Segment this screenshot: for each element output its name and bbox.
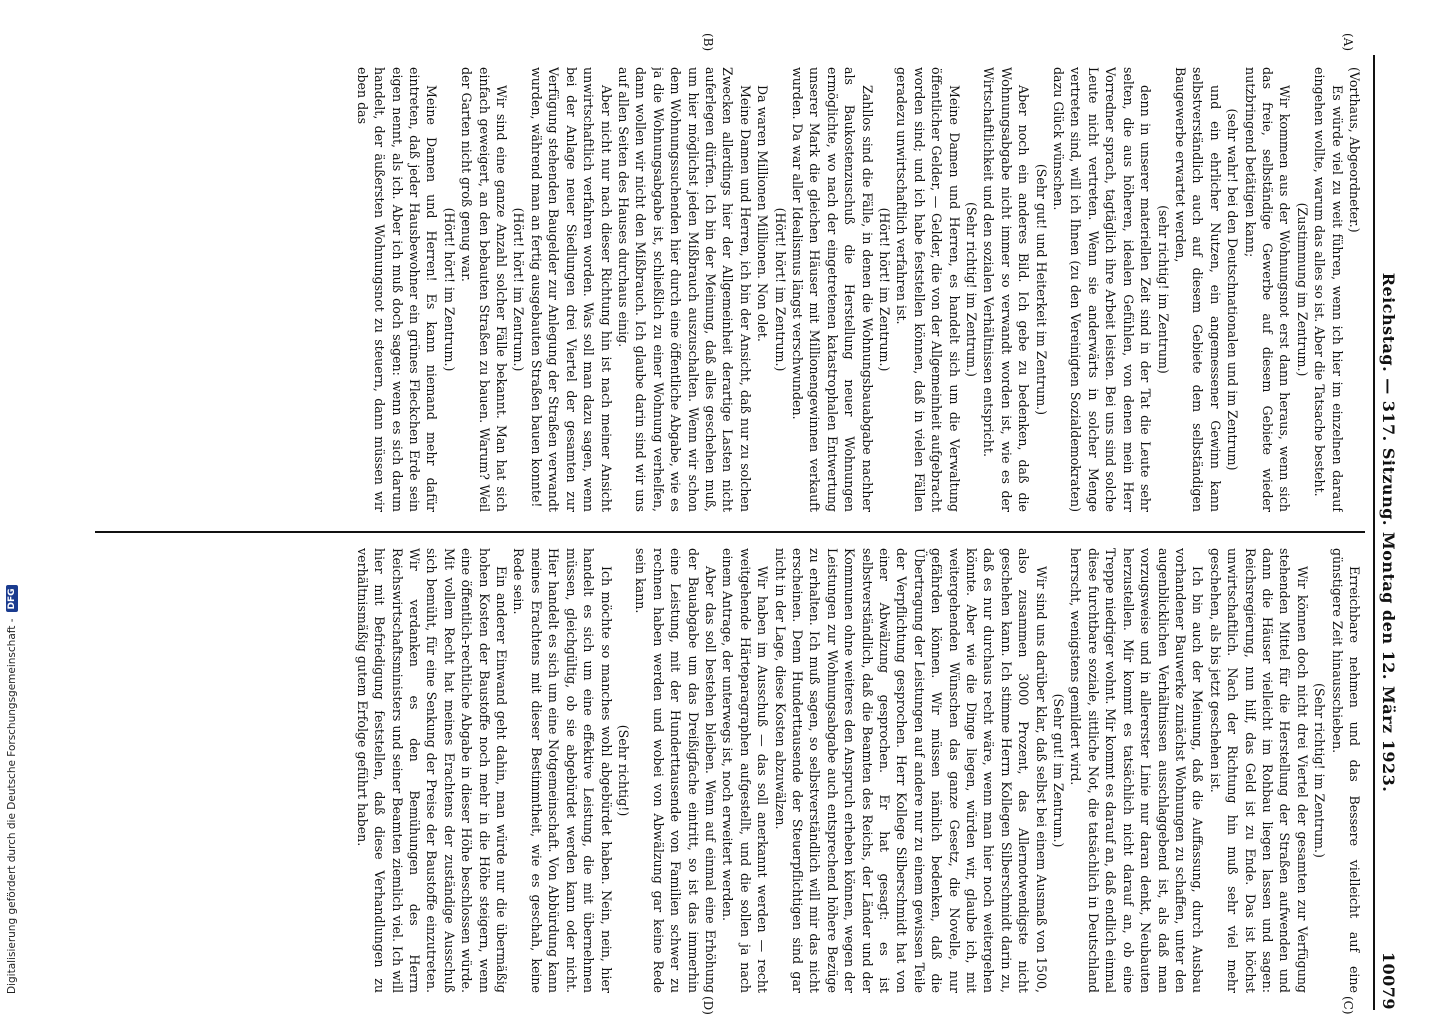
paragraph: Da waren Millionen Millionen. Non olet. xyxy=(755,85,771,342)
paragraph: denn in unserer materiellen Zeit sind in der Tat die Leute sehr selten, die aus höheren, idealen Gefühlen, von denen mein Herr Vorredner sprach, tagtäglich ihre Arbeit leisten. Bei uns sind solche Leute nicht vertreten. Wenn sie anderwärts in solcher Menge vertreten sind, will ich Ihnen (zu den Vereinigten Sozialdemokraten) dazu Glück wünschen. xyxy=(1051,67,1154,512)
interjection: (Hört! hört! im Zentrum.) xyxy=(441,207,457,372)
column-divider xyxy=(95,531,1365,533)
paragraph: Wir sind uns darüber klar, daß selbst bei einem Ausmaß von 1500, also zusammen 3000 Prozent, das Allernotwendigste nicht geschehen kann. Ich stimme Herrn Kollegen Silberschmidt darin zu, daß es nur durchaus recht wäre, wenn man hier noch weitergehen könnte. Aber wie die Dinge liegen, würden wir, glaube ich, mit weitergehenden Wünschen das ganze Gesetz, die Novelle, nur gefährden können. Wir müssen nämlich bedenken, daß die Übertragung der Leistungen auf andere nur zu einem gewissen Teile der Verpflichtung gesprochen. Herr Kollege Silberschmidt hat von einer Abwälzung gesprochen. Er hat gesagt: es ist selbstverständlich, daß die Beamten des Reichs, der Länder und der Kommunen ohne weiteres den Anspruch erheben können, wegen der Leistungen zur Wohnungsabgabe auch entsprechend höhere Bezüge zu erhalten. Ich muß sagen, so selbstverständlich will mir das nicht erscheinen. Denn Hunderttausende der Steuerpflichtigen sind gar nicht in der Lage, diese Kosten abzuwälzen. xyxy=(772,548,1049,993)
right-text-column xyxy=(103,548,1363,993)
paragraph: Ich bin auch der Meinung, daß die Auffassung, durch Ausbau vorhandener Bauwerke zunächst Wohnungen zu schaffen, unter den augenblicklichen Verhältnissen ausschlaggebend ist, als daß man vorzugsweise und in allererster Linie nur daran denkt, Neubauten herzustellen. Mir kommt es tatsächlich nicht darauf an, ob eine Treppe niedriger wohnt. Mir kommt es darauf an, daß endlich einmal diese furchtbare soziale, sittliche Not, die tatsächlich in Deutschland herrscht, wenigstens gemildert wird. xyxy=(1068,548,1206,993)
paragraph: Ein anderer Einwand geht dahin, man würde nur die übermäßig hohen Kosten der Baustoffe noch mehr in die Höhe steigern, wenn eine öffentlich-rechtliche Abgabe in dieser Höhe beschlossen würde. Mit vollem Recht hat meines Erachtens der zuständige Ausschuß sich bemüht, für eine Senkung der Preise der Baustoffe einzutreten. Wir verdanken es den Bemühungen des Herrn Reichswirtschaftsministers und seiner Beamten ziemlich viel. Ich will hier mit Befriedigung feststellen, daß diese Verhandlungen zu verhältnismäßig gutem Erfolge geführt haben. xyxy=(354,548,510,993)
paragraph: Erreichbare nehmen und das Bessere vielleicht auf eine günstigere Zeit hinausschieben. xyxy=(1329,548,1362,993)
interjection: (Zustimmung im Zentrum.) xyxy=(1294,202,1310,377)
paragraph: und ein ehrlicher Nutzen, ein angemessener Gewinn kann selbstverständlich auch auf diesem Gebiete dem selbständigen Baugewerbe erwartet werden, xyxy=(1172,67,1223,512)
paragraph: Ich möchte so manches wohl abgebürdet haben. Nein, nein, hier handelt es sich um eine effektive Leistung, die mit übernehmen müssen, gleichgültig, ob sie abgebürdet werden kann oder nicht. Hier handelt es sich um eine Notgemeinschaft. Von Abbürdung kann meines Erachtens mit dieser Bestimmtheit, wie es geschah, keine Rede sein. xyxy=(511,548,614,993)
margin-letter-b: (B) xyxy=(701,33,715,52)
margin-letter-d: (D) xyxy=(701,996,715,1015)
page-header xyxy=(1373,55,1405,1010)
paragraph: Aber nicht nur nach dieser Richtung hin ist nach meiner Ansicht unwirtschaftlich verfahren worden. Was soll man dazu sagen, wenn bei der Anlage neuer Siedlungen drei Viertel der gesamten zur Verfügung stehenden Baugelder zur Anlegung der Straßen verwandt wurden, während man an fertig ausgebauten Straßen bauen konnte! xyxy=(528,67,614,512)
paragraph: Meine Damen und Herren, ich bin der Ansicht, daß nur zu solchen Zwecken allerdings hier der Allgemeinheit derartige Lasten nicht auferlegen dürfen. Ich bin der Meinung, daß alles geschehen muß, um hier möglichst jeden Mißbrauch auszuschalten. Wenn wir schon dem Wohnungssuchenden hier durch eine öffentliche Abgabe, wie es ja die Wohnungsabgabe ist, schließlich zu einer Wohnung verhelfen, dann wollen wir nicht den Mißbrauch. Ich glaube darin sind wir uns auf allen Seiten des Hauses durchaus einig. xyxy=(615,67,753,512)
paragraph: Wir können doch nicht drei Viertel der gesamten zur Verfügung stehenden Mittel für die Herstellung der Straßen aufwenden und dann die Häuser vielleicht im Rohbau liegen lassen und sagen: Reichsregierung, nun hilf, das Geld ist zu Ende. Das ist höchst unwirtschaftlich. Nach der Richtung hin muß sehr viel mehr geschehen, als bis jetzt geschehen ist. xyxy=(1207,548,1310,993)
dfg-logo: DFG xyxy=(6,585,18,612)
paragraph: Meine Damen und Herren! Es kann niemand mehr dafür eintreten, daß jeder Hausbewohner ein grünes Fleckchen Erde sein eigen nennt, als ich. Aber ich muß doch sagen: wenn es sich darum handelt, der äußersten Wohnungsnot zu steuern, dann müssen wir eben das xyxy=(354,67,440,512)
paragraph: Wir haben im Ausschuß — das soll anerkannt werden — recht weitgehende Härteparagraphen aufgestellt, und die sollen ja nach einem Antrage, der unterwegs ist, noch erweitert werden. xyxy=(720,548,771,993)
paragraph: Meine Damen und Herren, es handelt sich um die Verwaltung öffentlicher Gelder, — Gelder, die von der Allgemeinheit aufgebracht worden sind; und ich habe feststellen können, daß in vielen Fällen geradezu unwirtschaftlich verfahren ist. xyxy=(894,67,962,512)
interjection: (Sehr gut! und Heiterkeit im Zentrum.) xyxy=(1033,163,1049,416)
credit-text: Digitalisierung gefördert durch die Deutsche Forschungsgemeinschaft - xyxy=(6,618,18,994)
rotated-document-page xyxy=(95,33,1405,1015)
paragraph: Wir sind eine ganze Anzahl solcher Fälle bekannt. Man hat sich einfach geweigert, an den bebauten Straßen zu bauen. Warum? Weil der Garten nicht groß genug war. xyxy=(459,67,510,512)
interjection: (sehr wahr! bei den Deutschnationalen und im Zentrum) xyxy=(1225,108,1241,471)
interjection: (Hört! hört! im Zentrum.) xyxy=(772,207,788,372)
paragraph: Wir kommen aus der Wohnungsnot erst dann heraus, wenn sich das freie, selbständige Gewerbe auf diesem Gebiete wieder nutzbringend betätigen kann; xyxy=(1242,67,1293,512)
margin-letter-a: (A) xyxy=(1341,33,1355,52)
interjection: (Hört! hört! im Zentrum.) xyxy=(511,207,527,372)
page-number: 10079 xyxy=(1379,951,1398,1010)
interjection: (Sehr richtig! im Zentrum.) xyxy=(964,202,980,377)
paragraph: Es würde viel zu weit führen, wenn ich hier im einzelnen darauf eingehen wollte, warum das alles so ist. Aber die Tatsache besteht. xyxy=(1312,67,1345,512)
paragraph: Aber noch ein anderes Bild. Ich gebe zu bedenken, daß die Wohnungsabgabe nicht immer so verwandt worden ist, wie es der Wirtschaftlichkeit und den sozialen Verhältnissen entspricht. xyxy=(981,67,1032,512)
digitization-credit xyxy=(6,585,18,994)
interjection: (Sehr gut! im Zentrum.) xyxy=(1051,693,1067,848)
running-head: Reichstag. — 317. Sitzung. Montag den 12. März 1923. xyxy=(1379,272,1398,793)
left-text-column xyxy=(103,67,1363,512)
interjection: (Hört! hört! im Zentrum.) xyxy=(877,207,893,372)
interjection: (sehr richtig! im Zentrum) xyxy=(1155,205,1171,374)
interjection: (Sehr richtig!) xyxy=(615,724,631,817)
interjection: (Vorthaus, Abgeordneter.) xyxy=(1347,67,1362,233)
paragraph: Aber das soll bestehen bleiben. Wenn auf einmal eine Erhöhung der Bauabgabe um das Dreißigfache eintritt, so ist das immerhin eine Leistung, mit der Hunderttausende von Familien schwer zu rechnen haben werden und wobei von Abwälzung gar keine Rede sein kann. xyxy=(633,548,718,993)
interjection: (Sehr richtig! im Zentrum.) xyxy=(1312,683,1328,858)
paragraph: Zahllos sind die Fälle, in denen die Wohnungsbauabgabe nachher als Baukostenzuschuß die Herstellung neuer Wohnungen ermöglichte, wo nach der eingetretenen katastrophalen Entwertung unserer Mark die gleichen Häuser mit Millionengewinnen verkauft wurden. Da war aller Idealismus längst verschwunden. xyxy=(790,67,875,512)
margin-letter-c: (C) xyxy=(1341,996,1355,1015)
